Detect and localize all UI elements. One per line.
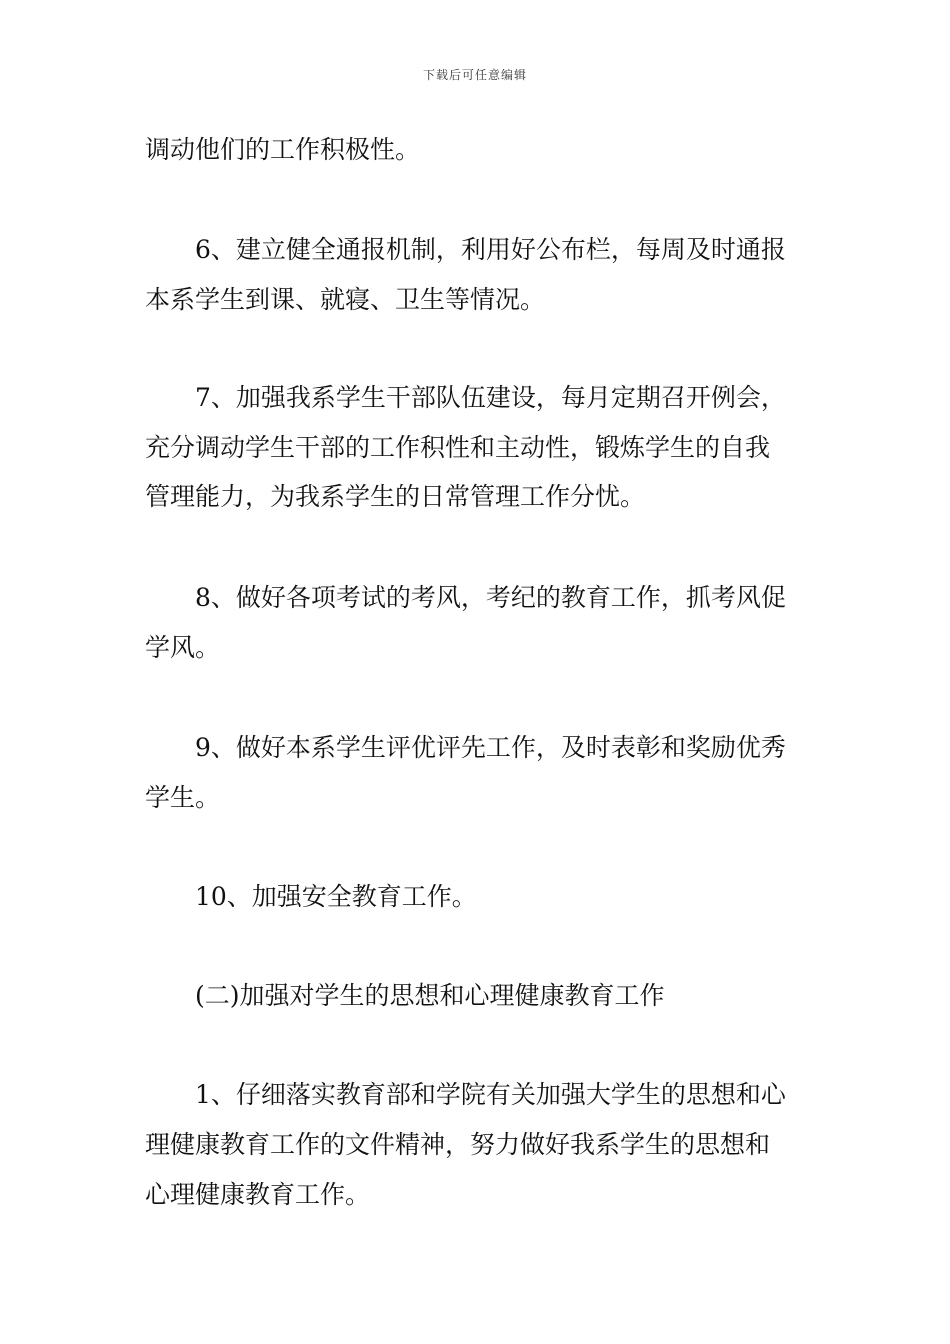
text-line: 学风。	[145, 633, 221, 662]
text-line: 理健康教育工作的文件精神，努力做好我系学生的思想和	[145, 1130, 771, 1159]
section-heading: (二)加强对学生的思想和心理健康教育工作	[195, 981, 665, 1010]
text-line: 学生。	[145, 783, 221, 812]
text-line: 管理能力，为我系学生的日常管理工作分忧。	[145, 482, 646, 511]
text-line: 充分调动学生干部的工作积性和主动性，锻炼学生的自我	[145, 433, 771, 462]
text-line: 本系学生到课、就寝、卫生等情况。	[145, 285, 546, 314]
text-line: 9、做好本系学生评优评先工作，及时表彰和奖励优秀	[195, 733, 786, 762]
text-line: 7、加强我系学生干部队伍建设，每月定期召开例会，	[195, 383, 786, 412]
text-line: 心理健康教育工作。	[145, 1180, 371, 1209]
text-line: 8、做好各项考试的考风，考纪的教育工作，抓考风促	[195, 583, 786, 612]
header-note: 下载后可任意编辑	[422, 68, 527, 82]
text-line: 6、建立健全通报机制，利用好公布栏，每周及时通报	[195, 235, 786, 264]
text-line: 10、加强安全教育工作。	[195, 882, 477, 911]
text-line: 调动他们的工作积极性。	[145, 135, 421, 164]
text-line: 1、仔细落实教育部和学院有关加强大学生的思想和心	[195, 1080, 786, 1109]
